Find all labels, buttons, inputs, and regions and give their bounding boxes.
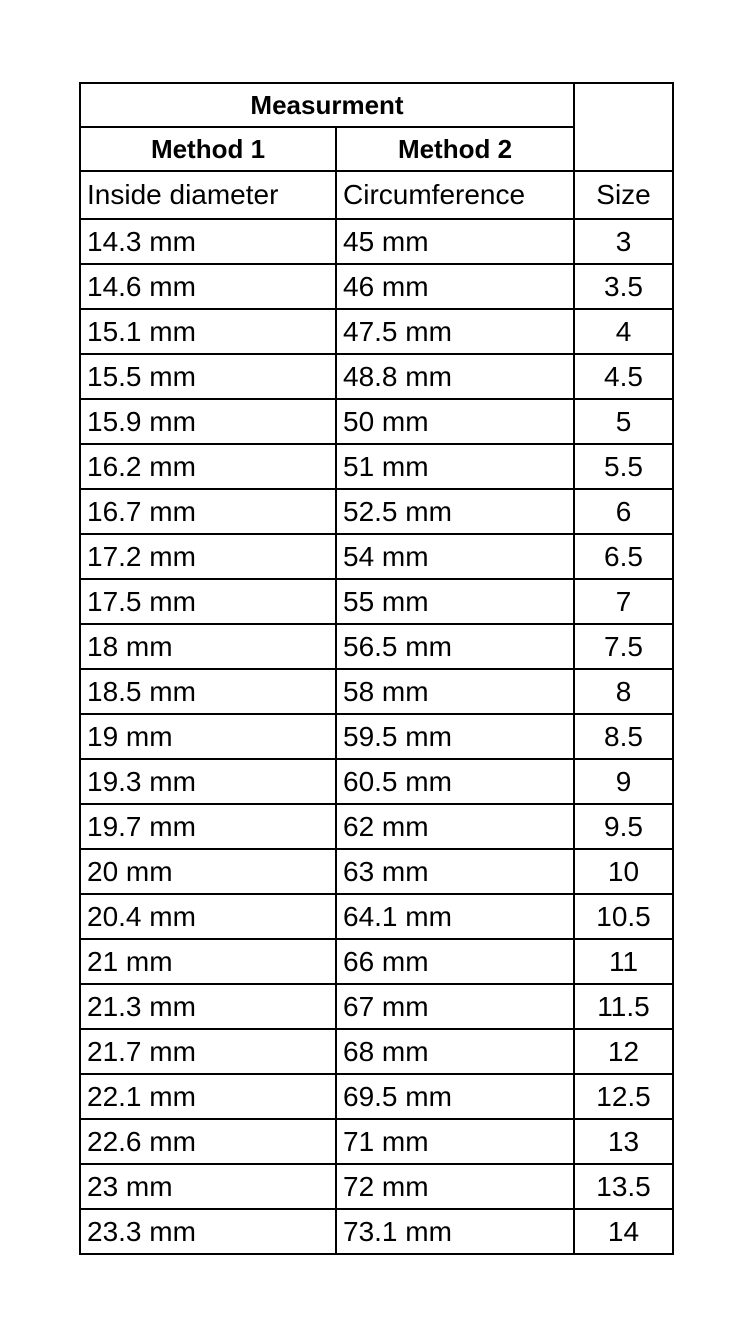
inside-diameter-cell: 14.3 mm: [80, 219, 336, 264]
inside-diameter-cell: 20.4 mm: [80, 894, 336, 939]
inside-diameter-cell: 15.9 mm: [80, 399, 336, 444]
size-cell: 4: [574, 309, 673, 354]
table-row: [80, 1029, 673, 1074]
inside-diameter-cell: 19.7 mm: [80, 804, 336, 849]
size-cell: 5: [574, 399, 673, 444]
circumference-cell: 60.5 mm: [336, 759, 574, 804]
table-row: [80, 624, 673, 669]
table-row: [80, 579, 673, 624]
size-cell: 6.5: [574, 534, 673, 579]
circumference-cell: 73.1 mm: [336, 1209, 574, 1254]
table-row: [80, 354, 673, 399]
measurement-heading: Measurment: [80, 83, 574, 127]
size-heading-blank: [574, 83, 673, 171]
inside-diameter-cell: 18 mm: [80, 624, 336, 669]
method2-heading: Method 2: [336, 127, 574, 171]
inside-diameter-cell: 20 mm: [80, 849, 336, 894]
circumference-cell: 47.5 mm: [336, 309, 574, 354]
size-cell: 6: [574, 489, 673, 534]
size-heading: Size: [574, 171, 673, 219]
method1-heading: Method 1: [80, 127, 336, 171]
table-row: [80, 444, 673, 489]
size-cell: 5.5: [574, 444, 673, 489]
inside-diameter-cell: 23.3 mm: [80, 1209, 336, 1254]
circumference-cell: 68 mm: [336, 1029, 574, 1074]
inside-diameter-cell: 16.7 mm: [80, 489, 336, 534]
inside-diameter-cell: 14.6 mm: [80, 264, 336, 309]
table-row: [80, 489, 673, 534]
table-row: [80, 1074, 673, 1119]
circumference-cell: 50 mm: [336, 399, 574, 444]
inside-diameter-heading: Inside diameter: [80, 171, 336, 219]
inside-diameter-cell: 17.2 mm: [80, 534, 336, 579]
table-row: [80, 309, 673, 354]
table-row: [80, 939, 673, 984]
size-cell: 9.5: [574, 804, 673, 849]
table-row: [80, 714, 673, 759]
ring-size-table: [79, 82, 674, 1255]
circumference-cell: 59.5 mm: [336, 714, 574, 759]
circumference-cell: 51 mm: [336, 444, 574, 489]
table-row: [80, 849, 673, 894]
size-cell: 13: [574, 1119, 673, 1164]
size-cell: 8.5: [574, 714, 673, 759]
table-header: [80, 83, 673, 219]
size-cell: 10: [574, 849, 673, 894]
circumference-cell: 63 mm: [336, 849, 574, 894]
size-cell: 10.5: [574, 894, 673, 939]
table-row: [80, 264, 673, 309]
size-cell: 9: [574, 759, 673, 804]
circumference-cell: 45 mm: [336, 219, 574, 264]
inside-diameter-cell: 16.2 mm: [80, 444, 336, 489]
header-row-columns: [80, 171, 673, 219]
inside-diameter-cell: 21.7 mm: [80, 1029, 336, 1074]
header-row-measurement: [80, 83, 673, 127]
size-cell: 13.5: [574, 1164, 673, 1209]
inside-diameter-cell: 21.3 mm: [80, 984, 336, 1029]
table-row: [80, 1119, 673, 1164]
table-row: [80, 759, 673, 804]
inside-diameter-cell: 19.3 mm: [80, 759, 336, 804]
circumference-cell: 55 mm: [336, 579, 574, 624]
size-cell: 8: [574, 669, 673, 714]
table-row: [80, 669, 673, 714]
inside-diameter-cell: 15.1 mm: [80, 309, 336, 354]
circumference-cell: 52.5 mm: [336, 489, 574, 534]
inside-diameter-cell: 19 mm: [80, 714, 336, 759]
table-row: [80, 804, 673, 849]
circumference-heading: Circumference: [336, 171, 574, 219]
table-body: [80, 219, 673, 1254]
size-cell: 12.5: [574, 1074, 673, 1119]
size-cell: 14: [574, 1209, 673, 1254]
inside-diameter-cell: 23 mm: [80, 1164, 336, 1209]
table-row: [80, 1209, 673, 1254]
size-cell: 4.5: [574, 354, 673, 399]
inside-diameter-cell: 22.1 mm: [80, 1074, 336, 1119]
inside-diameter-cell: 18.5 mm: [80, 669, 336, 714]
table-row: [80, 219, 673, 264]
size-cell: 3.5: [574, 264, 673, 309]
table-row: [80, 1164, 673, 1209]
inside-diameter-cell: 17.5 mm: [80, 579, 336, 624]
size-cell: 3: [574, 219, 673, 264]
circumference-cell: 46 mm: [336, 264, 574, 309]
size-cell: 7.5: [574, 624, 673, 669]
inside-diameter-cell: 22.6 mm: [80, 1119, 336, 1164]
circumference-cell: 71 mm: [336, 1119, 574, 1164]
circumference-cell: 72 mm: [336, 1164, 574, 1209]
circumference-cell: 62 mm: [336, 804, 574, 849]
circumference-cell: 58 mm: [336, 669, 574, 714]
table-row: [80, 984, 673, 1029]
inside-diameter-cell: 15.5 mm: [80, 354, 336, 399]
circumference-cell: 64.1 mm: [336, 894, 574, 939]
circumference-cell: 54 mm: [336, 534, 574, 579]
circumference-cell: 66 mm: [336, 939, 574, 984]
size-cell: 11.5: [574, 984, 673, 1029]
circumference-cell: 48.8 mm: [336, 354, 574, 399]
table-row: [80, 399, 673, 444]
size-cell: 11: [574, 939, 673, 984]
table-row: [80, 894, 673, 939]
inside-diameter-cell: 21 mm: [80, 939, 336, 984]
table-row: [80, 534, 673, 579]
circumference-cell: 56.5 mm: [336, 624, 574, 669]
size-cell: 7: [574, 579, 673, 624]
circumference-cell: 69.5 mm: [336, 1074, 574, 1119]
circumference-cell: 67 mm: [336, 984, 574, 1029]
size-cell: 12: [574, 1029, 673, 1074]
